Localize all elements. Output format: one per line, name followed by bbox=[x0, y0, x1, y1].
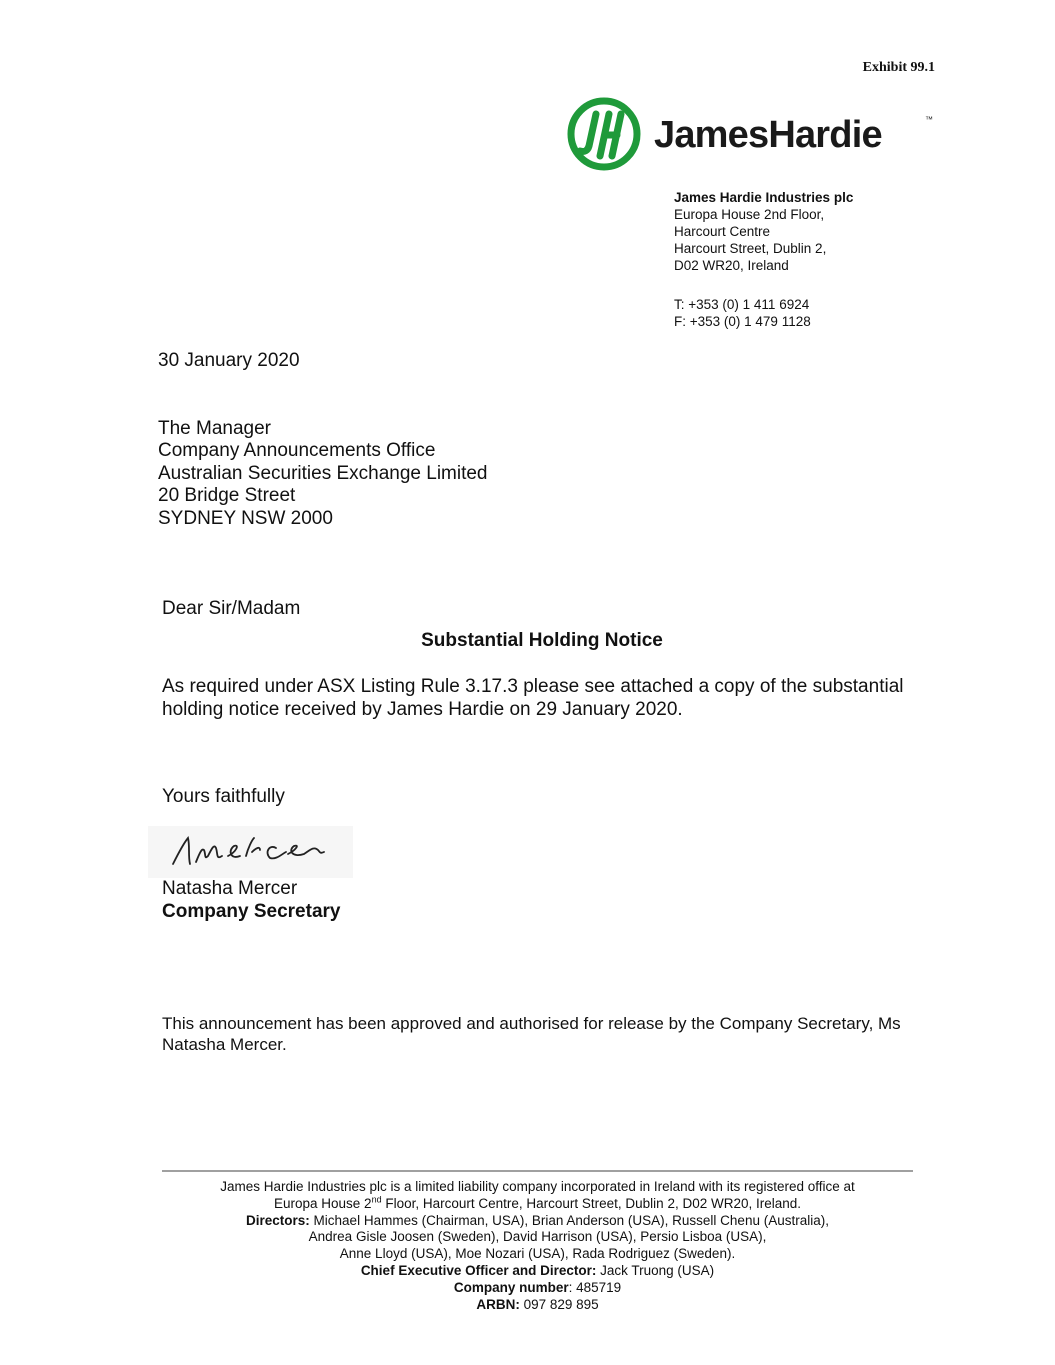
company-fax: F: +353 (0) 1 479 1128 bbox=[674, 314, 811, 329]
footer-directors-line: Andrea Gisle Joosen (Sweden), David Harrison (USA), Persio Lisboa (USA), bbox=[308, 1229, 767, 1245]
signer-title: Company Secretary bbox=[162, 901, 341, 922]
recipient-line: SYDNEY NSW 2000 bbox=[158, 507, 333, 529]
signer-name: Natasha Mercer bbox=[162, 878, 298, 899]
recipient-line: The Manager bbox=[158, 418, 272, 439]
greeting: Dear Sir/Madam bbox=[162, 598, 301, 619]
recipient-line: Company Announcements Office bbox=[158, 440, 436, 462]
footer-arbn: ARBN: 097 829 895 bbox=[476, 1296, 599, 1312]
footer-directors-line: Anne Lloyd (USA), Moe Nozari (USA), Rada Rodriguez (Sweden). bbox=[339, 1246, 736, 1262]
letter-body: As required under ASX Listing Rule 3.17.3 please see attached a copy of the substantial holding notice received by James Hardie on 29 January 2020. bbox=[162, 676, 904, 720]
company-address-line: Harcourt Centre bbox=[674, 224, 771, 239]
handwritten-signature bbox=[148, 826, 353, 878]
recipient-line: Australian Securities Exchange Limited bbox=[158, 462, 488, 484]
recipient-address bbox=[158, 418, 488, 530]
footer-line: James Hardie Industries plc is a limited liability company incorporated in Ireland with its registered office at bbox=[220, 1179, 855, 1194]
letter-date: 30 January 2020 bbox=[158, 350, 300, 371]
james-hardie-logo bbox=[566, 96, 938, 174]
company-address-line: Harcourt Street, Dublin 2, bbox=[674, 241, 827, 256]
company-phone: T: +353 (0) 1 411 6924 bbox=[674, 297, 810, 312]
svg-text:™: ™ bbox=[925, 115, 933, 124]
company-name: James Hardie Industries plc bbox=[674, 190, 854, 205]
footer bbox=[162, 1179, 913, 1313]
exhibit-label: Exhibit 99.1 bbox=[862, 60, 935, 75]
company-contact-block bbox=[674, 189, 853, 330]
footer-directors: Directors: Michael Hammes (Chairman, USA), Brian Anderson (USA), Russell Chenu (Australia), bbox=[246, 1212, 829, 1228]
footer-line: Europa House 2nd Floor, Harcourt Centre, Harcourt Street, Dublin 2, D02 WR20, Ireland. bbox=[273, 1194, 802, 1211]
footer-company-number: Company number: 485719 bbox=[453, 1279, 622, 1295]
approval-statement: This announcement has been approved and authorised for release by the Company Secretary, Ms Natasha Mercer. bbox=[162, 1014, 901, 1054]
company-address-line: Europa House 2nd Floor, bbox=[674, 207, 825, 222]
closing: Yours faithfully bbox=[162, 786, 285, 807]
company-address-line: D02 WR20, Ireland bbox=[674, 258, 789, 273]
subject-heading: Substantial Holding Notice bbox=[421, 630, 663, 651]
recipient-line: 20 Bridge Street bbox=[158, 485, 296, 507]
footer-ceo: Chief Executive Officer and Director: Jack Truong (USA) bbox=[360, 1262, 715, 1278]
svg-text:JamesHardie: JamesHardie bbox=[654, 114, 882, 156]
footer-divider bbox=[162, 1170, 913, 1172]
